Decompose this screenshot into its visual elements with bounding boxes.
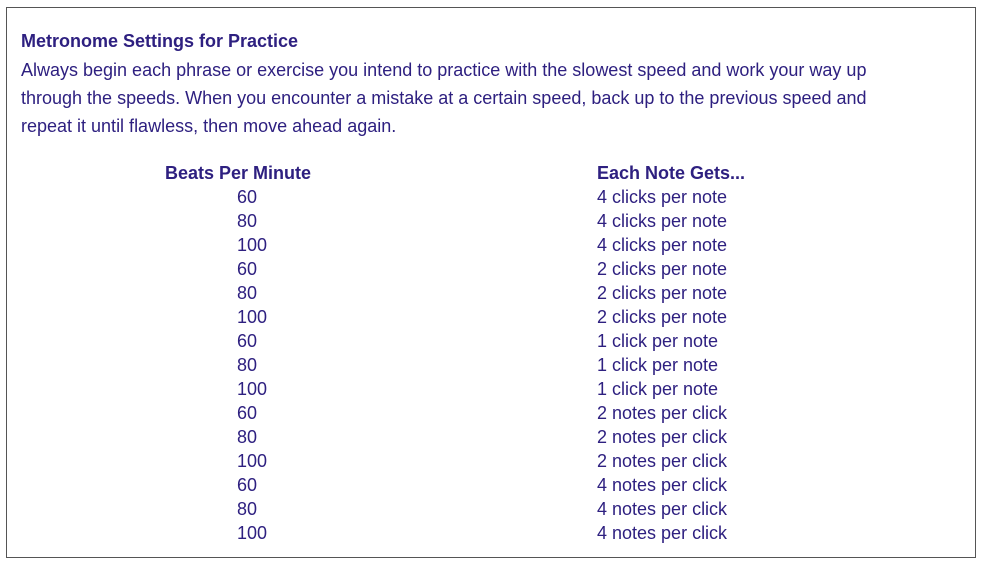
table-row	[7, 473, 967, 497]
bpm-cell: 60	[237, 259, 258, 279]
table-row	[7, 329, 967, 353]
note-cell: 1 click per note	[597, 355, 719, 375]
note-cell: 2 notes per click	[597, 427, 728, 447]
bpm-cell: 100	[237, 379, 268, 399]
bpm-cell: 60	[237, 403, 258, 423]
bpm-cell: 80	[237, 283, 258, 303]
table-row	[7, 377, 967, 401]
bpm-cell: 60	[237, 187, 258, 207]
note-cell: 4 notes per click	[597, 475, 728, 495]
settings-table	[7, 185, 967, 545]
intro-line: Always begin each phrase or exercise you intend to practice with the slowest speed and work your way up	[21, 60, 867, 80]
bpm-cell: 60	[237, 475, 258, 495]
bpm-cell: 80	[237, 211, 258, 231]
note-cell: 1 click per note	[597, 379, 719, 399]
column-header-bpm: Beats Per Minute	[165, 163, 312, 183]
table-row	[7, 521, 967, 545]
table-row	[7, 209, 967, 233]
intro-paragraph	[21, 56, 966, 140]
bpm-cell: 100	[237, 307, 268, 327]
table-row	[7, 185, 967, 209]
bpm-cell: 100	[237, 235, 268, 255]
note-cell: 4 notes per click	[597, 499, 728, 519]
intro-line: repeat it until flawless, then move ahead again.	[21, 116, 397, 136]
page-title: Metronome Settings for Practice	[21, 31, 299, 51]
table-row	[7, 281, 967, 305]
note-cell: 2 notes per click	[597, 451, 728, 471]
table-row	[7, 497, 967, 521]
bpm-cell: 60	[237, 331, 258, 351]
note-cell: 4 clicks per note	[597, 211, 728, 231]
note-cell: 2 clicks per note	[597, 307, 728, 327]
table-row	[7, 425, 967, 449]
bpm-cell: 100	[237, 523, 268, 543]
note-cell: 1 click per note	[597, 331, 719, 351]
table-row	[7, 353, 967, 377]
note-cell: 2 clicks per note	[597, 283, 728, 303]
column-header-note: Each Note Gets...	[597, 163, 746, 183]
table-row	[7, 233, 967, 257]
note-cell: 2 clicks per note	[597, 259, 728, 279]
note-cell: 4 notes per click	[597, 523, 728, 543]
note-cell: 4 clicks per note	[597, 235, 728, 255]
bpm-cell: 80	[237, 499, 258, 519]
note-cell: 4 clicks per note	[597, 187, 728, 207]
bpm-cell: 80	[237, 355, 258, 375]
note-cell: 2 notes per click	[597, 403, 728, 423]
bpm-cell: 100	[237, 451, 268, 471]
table-row	[7, 305, 967, 329]
table-row	[7, 401, 967, 425]
intro-line: through the speeds. When you encounter a mistake at a certain speed, back up to the previous speed and	[21, 88, 867, 108]
table-row	[7, 257, 967, 281]
table-row	[7, 449, 967, 473]
settings-panel	[6, 7, 976, 558]
bpm-cell: 80	[237, 427, 258, 447]
